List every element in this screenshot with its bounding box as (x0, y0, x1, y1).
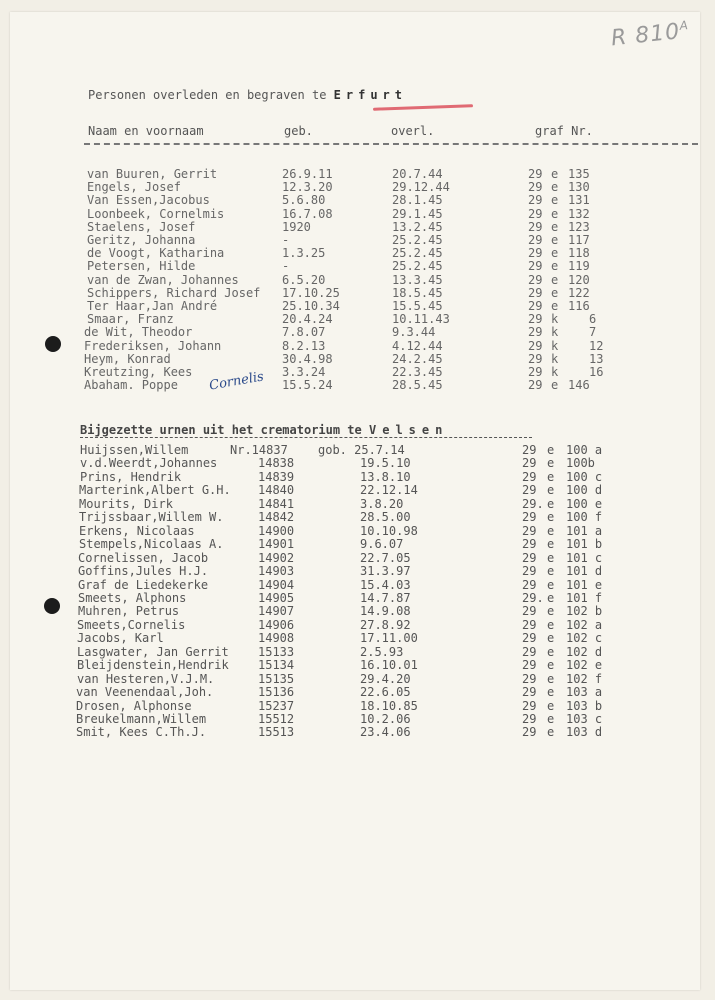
urn-row: e (547, 725, 555, 740)
urn-row: e (547, 564, 555, 579)
section-title-text: Bijgezette urnen uit het crematorium te (80, 423, 362, 437)
entry-born: 8.2.13 (282, 338, 326, 353)
entry-row: k (551, 351, 559, 366)
urn-number: 15133 (258, 644, 295, 659)
urn-number: 15512 (258, 712, 295, 726)
urn-row: e (547, 577, 555, 592)
entry-grave-nr: 12 (589, 338, 604, 353)
urn-plot: 29 (522, 564, 537, 579)
urn-plot: 29 (522, 577, 537, 592)
urn-row: e (547, 617, 555, 632)
urn-number: 15134 (258, 658, 295, 673)
urn-plot: 29 (522, 469, 537, 484)
urn-number: 14907 (258, 604, 295, 619)
urn-plot: 29 (522, 510, 537, 525)
section-title-city: Velsen (369, 423, 449, 437)
entry-row: e (551, 219, 559, 234)
urn-row: e (547, 469, 555, 484)
entry-born: 6.5.20 (282, 272, 326, 287)
archive-reference-mark: R $810^A$ (609, 17, 689, 52)
urn-row: e (547, 658, 555, 673)
entry-row: e (551, 259, 559, 274)
urn-grave-nr: 103 b (566, 698, 603, 713)
title-text: Personen overleden en begraven te (88, 88, 327, 102)
entry-died: 10.11.43 (392, 312, 450, 327)
entry-row: e (551, 285, 559, 300)
table-row (0, 194, 715, 207)
header-name: Naam en voornaam (88, 124, 204, 138)
urn-row: e (547, 685, 555, 700)
entry-row: e (551, 193, 559, 208)
entry-name: de Wit, Theodor (84, 325, 193, 340)
urn-plot: 29 (522, 617, 537, 632)
urn-born: 27.8.92 (360, 617, 411, 632)
entry-name: Heym, Konrad (84, 351, 171, 366)
entry-plot: 29 (528, 285, 543, 300)
urn-born: 2.5.93 (360, 644, 404, 659)
urn-born: 17.11.00 (360, 631, 418, 646)
page-title (88, 88, 407, 102)
urn-name: Graf de Liedekerke (78, 577, 209, 592)
table-row (0, 511, 715, 524)
entry-row: k (551, 365, 559, 379)
urn-name: Prins, Hendrik (80, 469, 182, 484)
entry-name: Geritz, Johanna (87, 233, 196, 247)
urn-row: e (547, 644, 555, 659)
table-row (0, 208, 715, 221)
urn-born: 22.7.05 (360, 550, 411, 565)
table-row (0, 700, 715, 713)
entry-died: 28.1.45 (392, 193, 443, 208)
urn-plot: 29. (522, 590, 544, 605)
entry-grave-nr: 131 (568, 193, 590, 208)
entry-born: 20.4.24 (282, 312, 333, 327)
urn-name: Breukelmann,Willem (76, 712, 207, 726)
urn-grave-nr: 100 c (566, 469, 603, 484)
table-row (0, 471, 715, 484)
urn-row: e (547, 604, 555, 619)
urn-born: 10.2.06 (360, 712, 411, 726)
urn-grave-nr: 100 e (566, 496, 603, 511)
urn-number: 14904 (258, 577, 295, 592)
urn-plot: 29 (522, 725, 537, 740)
urn-grave-nr: 100 f (566, 510, 603, 525)
entry-died: 4.12.44 (392, 338, 443, 353)
urn-born: 18.10.85 (360, 698, 418, 713)
entry-row: e (551, 180, 559, 195)
entry-died: 28.5.45 (392, 378, 443, 393)
entry-born: 26.9.11 (282, 167, 333, 181)
entry-plot: 29 (528, 193, 543, 208)
entry-plot: 29 (528, 167, 543, 181)
urn-name: Lasgwater, Jan Gerrit (77, 644, 229, 659)
urn-grave-nr: 101 f (566, 590, 603, 605)
urn-name: Trijssbaar,Willem W. (79, 510, 224, 525)
urn-plot: 29 (522, 631, 537, 646)
urn-number: 14841 (258, 496, 295, 511)
entry-born: 7.8.07 (282, 325, 326, 340)
entry-plot: 29 (528, 365, 543, 379)
entry-plot: 29 (528, 206, 543, 221)
urn-grave-nr: 100b (566, 456, 595, 471)
urn-born: 31.3.97 (360, 564, 411, 579)
urn-born: 23.4.06 (360, 725, 411, 740)
entry-died: 29.12.44 (392, 180, 450, 195)
entry-plot: 29 (528, 299, 543, 313)
urn-plot: 29 (522, 523, 537, 538)
table-row (0, 260, 715, 273)
urn-number: 14908 (258, 631, 295, 646)
entry-grave-nr: 118 (568, 246, 590, 261)
entry-name: Van Essen,Jacobus (87, 193, 210, 208)
table-row (0, 340, 715, 353)
header-died: overl. (391, 124, 435, 138)
entry-died: 13.2.45 (392, 219, 443, 234)
urn-plot: 29 (522, 483, 537, 498)
urn-row: e (547, 496, 555, 511)
urn-grave-nr: 102 f (566, 671, 603, 686)
entry-died: 18.5.45 (392, 285, 443, 300)
entry-row: e (551, 167, 559, 181)
urn-number: 14902 (258, 550, 295, 565)
entry-born: 30.4.98 (282, 351, 333, 366)
urn-plot: 29 (522, 456, 537, 471)
table-row (0, 287, 715, 300)
entry-plot: 29 (528, 312, 543, 327)
entry-grave-nr: 117 (568, 233, 590, 247)
urn-number: 14903 (258, 564, 295, 579)
urn-name: Jacobs, Karl (77, 631, 164, 646)
urn-row: e (547, 550, 555, 565)
urn-name: Mourits, Dirk (79, 496, 173, 511)
table-row (0, 234, 715, 247)
entry-died: 24.2.45 (392, 351, 443, 366)
entry-name: de Voogt, Katharina (87, 246, 225, 261)
entry-row: e (551, 233, 559, 247)
urn-name: Smit, Kees C.Th.J. (76, 725, 207, 740)
entry-grave-nr: 130 (568, 180, 590, 195)
urn-born: 22.6.05 (360, 685, 411, 700)
entry-born: - (282, 233, 290, 247)
urn-row: e (547, 712, 555, 726)
entry-died: 20.7.44 (392, 167, 443, 181)
header-grave: graf Nr. (535, 124, 593, 138)
entry-died: 25.2.45 (392, 233, 443, 247)
urn-born: 3.8.20 (360, 496, 404, 511)
entry-grave-nr: 16 (589, 365, 604, 379)
entry-born: 15.5.24 (282, 378, 333, 393)
urn-grave-nr: 102 a (566, 617, 603, 632)
entry-plot: 29 (528, 351, 543, 366)
entry-grave-nr: 123 (568, 219, 590, 234)
handwritten-note: Cornelis (208, 369, 265, 394)
urn-born: 22.12.14 (360, 483, 418, 498)
table-row (0, 274, 715, 287)
entry-row: k (551, 312, 559, 327)
urn-row: e (547, 671, 555, 686)
urn-plot: 29 (522, 644, 537, 659)
entry-name: Loonbeek, Cornelmis (87, 206, 225, 221)
entry-died: 25.2.45 (392, 259, 443, 274)
table-row (0, 168, 715, 181)
entry-born: 16.7.08 (282, 206, 333, 221)
entry-row: e (551, 246, 559, 261)
table-row (0, 726, 715, 739)
entry-row: k (551, 338, 559, 353)
urn-row: e (547, 590, 555, 605)
entry-name: Frederiksen, Johann (84, 338, 222, 353)
urn-grave-nr: 102 e (566, 658, 603, 673)
entry-born: 12.3.20 (282, 180, 333, 195)
urn-grave-nr: 101 b (566, 537, 603, 552)
urn-born: 16.10.01 (360, 658, 418, 673)
entry-name: van Buuren, Gerrit (87, 167, 218, 181)
urn-plot: 29 (522, 443, 537, 457)
entry-died: 22.3.45 (392, 365, 443, 379)
section-title-urns (80, 423, 448, 437)
table-row (0, 221, 715, 234)
urn-number: 14840 (258, 483, 295, 498)
urn-row: e (547, 510, 555, 525)
urn-row: e (547, 456, 555, 471)
table-row (0, 646, 715, 659)
urn-name: v.d.Weerdt,Johannes (80, 456, 218, 471)
section-underline (80, 437, 532, 438)
entry-born: 17.10.25 (282, 285, 340, 300)
table-row (0, 673, 715, 686)
table-row (0, 313, 715, 326)
table-row (0, 713, 715, 726)
urn-number: 14906 (258, 617, 295, 632)
urn-grave-nr: 101 c (566, 550, 603, 565)
entry-born: 1.3.25 (282, 246, 326, 261)
urn-plot: 29 (522, 658, 537, 673)
urn-born: 9.6.07 (360, 537, 404, 552)
urn-number: 14901 (258, 537, 295, 552)
urn-name: Muhren, Petrus (78, 604, 180, 619)
entry-born: 5.6.80 (282, 193, 326, 208)
table-row (0, 379, 715, 392)
table-row (0, 525, 715, 538)
entry-grave-nr: 6 (589, 312, 597, 327)
entry-grave-nr: 132 (568, 206, 590, 221)
table-row (0, 659, 715, 672)
entry-name: Staelens, Josef (87, 219, 196, 234)
urn-plot: 29 (522, 537, 537, 552)
entry-born: - (282, 259, 290, 274)
urn-grave-nr: 102 c (566, 631, 603, 646)
urn-grave-nr: 103 d (566, 725, 603, 740)
table-row (0, 605, 715, 618)
urn-name: Cornelissen, Jacob (78, 550, 209, 565)
entry-row: e (551, 272, 559, 287)
table-row (0, 498, 715, 511)
table-row (0, 619, 715, 632)
urn-number: Nr.14837 (230, 443, 288, 457)
entry-born: 3.3.24 (282, 365, 326, 379)
table-row (0, 353, 715, 366)
table-row (0, 457, 715, 470)
entry-row: e (551, 378, 559, 393)
entry-name: van de Zwan, Johannes (87, 272, 239, 287)
urn-grave-nr: 101 e (566, 577, 603, 592)
entry-plot: 29 (528, 325, 543, 340)
urn-name: Smeets, Alphons (78, 590, 187, 605)
urn-row: e (547, 483, 555, 498)
entry-plot: 29 (528, 338, 543, 353)
urn-grave-nr: 102 d (566, 644, 603, 659)
table-row (0, 552, 715, 565)
urn-born: 14.7.87 (360, 590, 411, 605)
urn-born: 10.10.98 (360, 523, 418, 538)
urn-born: 15.4.03 (360, 577, 411, 592)
urn-born: 28.5.00 (360, 510, 411, 525)
urn-name: Huijssen,Willem (80, 443, 189, 457)
entry-grave-nr: 120 (568, 272, 590, 287)
urn-name: Bleijdenstein,Hendrik (77, 658, 229, 673)
urn-plot: 29 (522, 712, 537, 726)
urn-plot: 29 (522, 550, 537, 565)
entry-name: Abaham. Poppe (84, 378, 178, 393)
urn-name: Goffins,Jules H.J. (78, 564, 209, 579)
urn-number: 14905 (258, 590, 295, 605)
urn-plot: 29. (522, 496, 544, 511)
urn-number: 15135 (258, 671, 295, 686)
table-row (0, 632, 715, 645)
urn-grave-nr: 100 a (566, 443, 603, 457)
urn-born: 19.5.10 (360, 456, 411, 471)
urn-name: van Hesteren,V.J.M. (77, 671, 215, 686)
table-row (0, 484, 715, 497)
urn-name: Marterink,Albert G.H. (79, 483, 231, 498)
entry-born: 25.10.34 (282, 299, 340, 313)
urn-plot: 29 (522, 604, 537, 619)
entry-died: 9.3.44 (392, 325, 436, 340)
entry-born: 1920 (282, 219, 311, 234)
urn-grave-nr: 101 d (566, 564, 603, 579)
urn-plot: 29 (522, 671, 537, 686)
entry-plot: 29 (528, 233, 543, 247)
urn-row: e (547, 443, 555, 457)
table-row (0, 366, 715, 379)
entry-row: k (551, 325, 559, 340)
urn-name: Drosen, Alphonse (76, 698, 192, 713)
entry-died: 13.3.45 (392, 272, 443, 287)
urn-born: 13.8.10 (360, 469, 411, 484)
urn-row: e (547, 698, 555, 713)
urn-number: 14839 (258, 469, 295, 484)
entry-died: 15.5.45 (392, 299, 443, 313)
entry-grave-nr: 13 (589, 351, 604, 366)
table-row (0, 326, 715, 339)
entry-plot: 29 (528, 219, 543, 234)
entry-name: Engels, Josef (87, 180, 181, 195)
table-row (0, 686, 715, 699)
entry-plot: 29 (528, 272, 543, 287)
entry-plot: 29 (528, 180, 543, 195)
urn-name: Erkens, Nicolaas (79, 523, 195, 538)
header-born: geb. (284, 124, 313, 138)
urn-born: gob. 25.7.14 (318, 443, 405, 457)
urn-grave-nr: 101 a (566, 523, 603, 538)
entry-plot: 29 (528, 378, 543, 393)
entry-name: Ter Haar,Jan André (87, 299, 218, 313)
entry-plot: 29 (528, 246, 543, 261)
urn-number: 14842 (258, 510, 295, 525)
table-row (0, 565, 715, 578)
entry-died: 29.1.45 (392, 206, 443, 221)
entry-name: Petersen, Hilde (87, 259, 196, 274)
urn-grave-nr: 100 d (566, 483, 603, 498)
urn-name: Smeets,Cornelis (77, 617, 186, 632)
entry-name: Schippers, Richard Josef (87, 285, 261, 300)
entry-grave-nr: 116 (568, 299, 590, 313)
table-row (0, 592, 715, 605)
urn-number: 14838 (258, 456, 295, 471)
urn-number: 15136 (258, 685, 295, 700)
table-row (0, 300, 715, 313)
entry-grave-nr: 146 (568, 378, 590, 393)
entry-died: 25.2.45 (392, 246, 443, 261)
urn-number: 15237 (258, 698, 295, 713)
urn-grave-nr: 103 a (566, 685, 603, 700)
entry-row: e (551, 206, 559, 221)
urn-born: 29.4.20 (360, 671, 411, 686)
urn-plot: 29 (522, 698, 537, 713)
title-city: Erfurt (333, 88, 408, 102)
table-row (0, 579, 715, 592)
urn-name: Stempels,Nicolaas A. (79, 537, 224, 552)
urn-grave-nr: 103 c (566, 712, 603, 726)
urn-row: e (547, 631, 555, 646)
header-divider (84, 143, 698, 145)
table-row (0, 181, 715, 194)
urn-born: 14.9.08 (360, 604, 411, 619)
entry-grave-nr: 122 (568, 285, 590, 300)
urn-plot: 29 (522, 685, 537, 700)
entry-name: Kreutzing, Kees (84, 365, 193, 379)
urn-row: e (547, 523, 555, 538)
urn-row: e (547, 537, 555, 552)
entry-name: Smaar, Franz (87, 312, 174, 327)
entry-grave-nr: 7 (589, 325, 597, 340)
entry-row: e (551, 299, 559, 313)
urn-number: 14900 (258, 523, 295, 538)
urn-grave-nr: 102 b (566, 604, 603, 619)
urn-number: 15513 (258, 725, 295, 740)
entry-grave-nr: 135 (568, 167, 590, 181)
urn-name: van Veenendaal,Joh. (76, 685, 214, 700)
entry-grave-nr: 119 (568, 259, 590, 274)
table-row (0, 247, 715, 260)
entry-plot: 29 (528, 259, 543, 274)
table-row (0, 444, 715, 457)
table-row (0, 538, 715, 551)
